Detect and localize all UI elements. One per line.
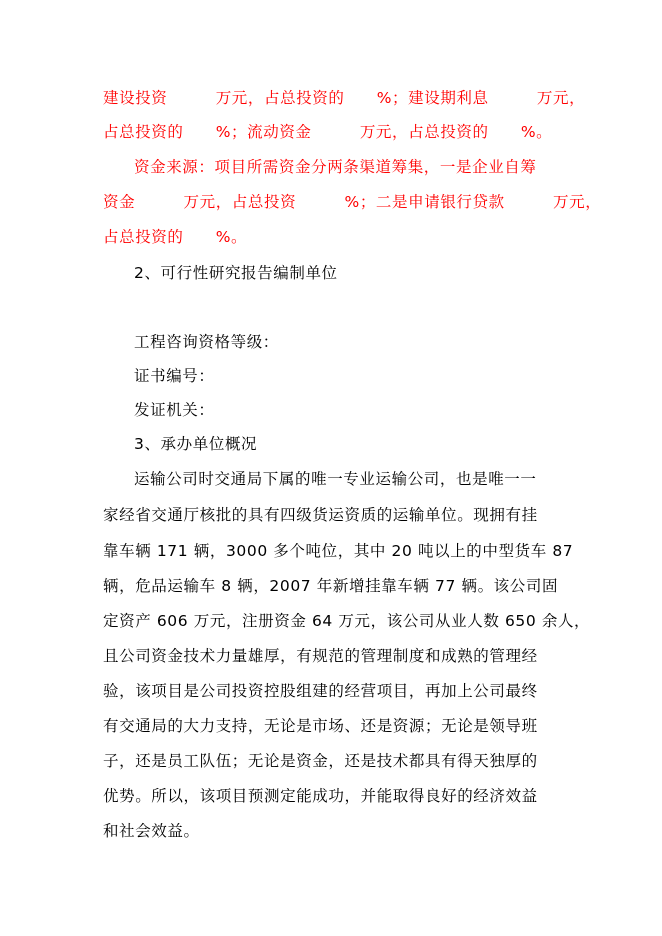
company-paragraph-line: 子，还是员工队伍；无论是资金，还是技术都具有得天独厚的 [103,752,538,770]
company-paragraph-line: 和社会效益。 [103,822,200,840]
company-paragraph-line: 运输公司时交通局下属的唯一专业运输公司，也是唯一一 [134,470,537,488]
issuer-label: 发证机关： [134,401,215,419]
certificate-label: 证书编号： [134,367,215,385]
section-3-heading: 3、承办单位概况 [134,435,258,453]
funding-line-construction-investment: 建设投资 万元，占总投资的 %；建设期利息 万元， [103,89,586,107]
company-paragraph-line: 家经省交通厅核批的具有四级货运资质的运输单位。现拥有挂 [103,506,538,524]
funding-line-bank-loan: 资金 万元，占总投资 %；二是申请银行贷款 万元， [103,193,602,211]
company-paragraph-line: 定资产 606 万元，注册资金 64 万元，该公司从业人数 650 余人， [103,612,591,630]
company-paragraph-line: 验，该项目是公司投资控股组建的经营项目，再加上公司最终 [103,682,538,700]
company-paragraph-line: 有交通局的大力支持，无论是市场、还是资源；无论是领导班 [103,717,538,735]
funding-line-working-capital: 占总投资的 %；流动资金 万元，占总投资的 %。 [103,123,553,141]
funding-line-total-share: 占总投资的 %。 [103,228,248,246]
company-paragraph-line: 辆，危品运输车 8 辆，2007 年新增挂靠车辆 77 辆。该公司固 [103,577,559,595]
company-paragraph-line: 优势。所以，该项目预测定能成功，并能取得良好的经济效益 [103,787,538,805]
funding-line-source: 资金来源：项目所需资金分两条渠道筹集，一是企业自筹 [134,158,537,176]
company-paragraph-line: 靠车辆 171 辆，3000 多个吨位，其中 20 吨以上的中型货车 87 [103,542,574,560]
qualification-label: 工程咨询资格等级： [134,333,279,351]
company-paragraph-line: 且公司资金技术力量雄厚，有规范的管理制度和成熟的管理经 [103,647,538,665]
section-2-heading: 2、可行性研究报告编制单位 [134,264,338,282]
